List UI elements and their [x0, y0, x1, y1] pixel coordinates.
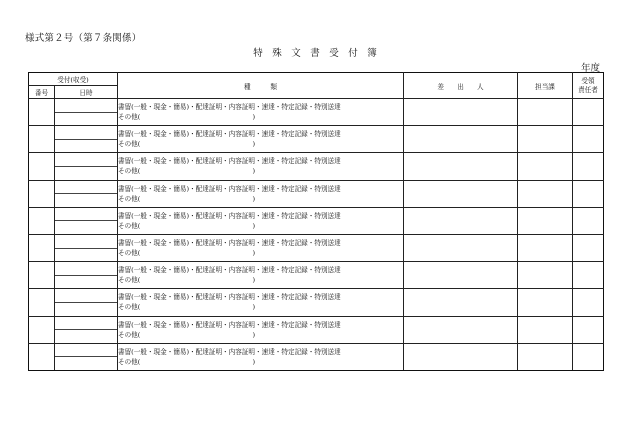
register-row [29, 234, 604, 261]
cell-department[interactable] [518, 316, 573, 343]
cell-kind[interactable] [118, 153, 404, 180]
cell-responsible[interactable] [573, 180, 604, 207]
cell-date[interactable] [55, 343, 118, 370]
date-line-top[interactable] [55, 208, 117, 222]
cell-kind[interactable] [118, 126, 404, 153]
cell-date[interactable] [55, 126, 118, 153]
header-responsible-line2: 責任者 [578, 85, 598, 94]
document-title: 特 殊 文 書 受 付 簿 [253, 48, 377, 59]
cell-department[interactable] [518, 289, 573, 316]
cell-number[interactable] [29, 343, 55, 370]
kind-other-line: その他( ) [118, 357, 256, 366]
register-row [29, 289, 604, 316]
kind-options-line: 書留(一般・現金・簡易)・配達証明・内容証明・速達・特定記録・特別送達 [118, 239, 341, 248]
date-split [55, 181, 117, 207]
cell-sender[interactable] [404, 126, 518, 153]
cell-sender[interactable] [404, 180, 518, 207]
cell-kind[interactable] [118, 207, 404, 234]
cell-department[interactable] [518, 126, 573, 153]
cell-kind[interactable] [118, 262, 404, 289]
cell-kind[interactable] [118, 234, 404, 261]
cell-sender[interactable] [404, 289, 518, 316]
kind-other-line: その他( ) [118, 303, 256, 312]
kind-other-line: その他( ) [118, 221, 256, 230]
date-line-bottom[interactable] [55, 167, 117, 180]
cell-kind[interactable] [118, 289, 404, 316]
cell-date[interactable] [55, 262, 118, 289]
cell-department[interactable] [518, 343, 573, 370]
cell-department[interactable] [518, 234, 573, 261]
date-line-bottom[interactable] [55, 249, 117, 262]
kind-other-line: その他( ) [118, 140, 256, 149]
header-receipt: 受付(収受) [29, 73, 118, 86]
date-line-bottom[interactable] [55, 221, 117, 234]
date-line-bottom[interactable] [55, 330, 117, 343]
cell-department[interactable] [518, 207, 573, 234]
kind-options-line: 書留(一般・現金・簡易)・配達証明・内容証明・速達・特定記録・特別送達 [118, 103, 341, 112]
register-row [29, 126, 604, 153]
date-split [55, 126, 117, 152]
cell-sender[interactable] [404, 153, 518, 180]
form-number: 様式第２号（第７条関係） [25, 33, 142, 44]
kind-other-line: その他( ) [118, 167, 256, 176]
cell-date[interactable] [55, 153, 118, 180]
date-line-top[interactable] [55, 317, 117, 331]
date-split [55, 344, 117, 370]
cell-number[interactable] [29, 289, 55, 316]
cell-date[interactable] [55, 289, 118, 316]
date-split [55, 208, 117, 234]
cell-sender[interactable] [404, 99, 518, 126]
header-sender: 差 出 人 [404, 73, 518, 99]
cell-responsible[interactable] [573, 262, 604, 289]
date-split [55, 262, 117, 288]
cell-number[interactable] [29, 234, 55, 261]
header-responsible [573, 73, 604, 99]
date-line-top[interactable] [55, 153, 117, 167]
cell-number[interactable] [29, 207, 55, 234]
header-row-1 [29, 73, 604, 86]
header-date: 日時 [55, 86, 118, 99]
register-row [29, 153, 604, 180]
kind-other-line: その他( ) [118, 330, 256, 339]
date-line-top[interactable] [55, 235, 117, 249]
kind-options-line: 書留(一般・現金・簡易)・配達証明・内容証明・速達・特定記録・特別送達 [118, 211, 341, 220]
cell-sender[interactable] [404, 207, 518, 234]
date-line-bottom[interactable] [55, 357, 117, 370]
date-split [55, 153, 117, 179]
cell-department[interactable] [518, 153, 573, 180]
cell-sender[interactable] [404, 316, 518, 343]
fiscal-year-label: 年度 [580, 63, 600, 74]
cell-kind[interactable] [118, 316, 404, 343]
kind-options-line: 書留(一般・現金・簡易)・配達証明・内容証明・速達・特定記録・特別送達 [118, 347, 341, 356]
cell-number[interactable] [29, 99, 55, 126]
cell-responsible[interactable] [573, 316, 604, 343]
date-line-top[interactable] [55, 344, 117, 358]
cell-number[interactable] [29, 153, 55, 180]
kind-other-line: その他( ) [118, 194, 256, 203]
cell-number[interactable] [29, 262, 55, 289]
register-row [29, 343, 604, 370]
date-split [55, 317, 117, 343]
cell-number[interactable] [29, 180, 55, 207]
register-row [29, 316, 604, 343]
date-line-bottom[interactable] [55, 276, 117, 289]
date-line-bottom[interactable] [55, 194, 117, 207]
header-department: 担当課 [518, 73, 573, 99]
cell-number[interactable] [29, 316, 55, 343]
cell-responsible[interactable] [573, 207, 604, 234]
cell-kind[interactable] [118, 343, 404, 370]
register-row [29, 99, 604, 126]
cell-date[interactable] [55, 316, 118, 343]
cell-department[interactable] [518, 180, 573, 207]
special-document-register-table [28, 72, 604, 371]
date-line-bottom[interactable] [55, 140, 117, 153]
kind-options-line: 書留(一般・現金・簡易)・配達証明・内容証明・速達・特定記録・特別送達 [118, 157, 341, 166]
cell-sender[interactable] [404, 234, 518, 261]
kind-other-line: その他( ) [118, 249, 256, 258]
register-row [29, 207, 604, 234]
kind-options-line: 書留(一般・現金・簡易)・配達証明・内容証明・速達・特定記録・特別送達 [118, 130, 341, 139]
cell-sender[interactable] [404, 343, 518, 370]
cell-responsible[interactable] [573, 153, 604, 180]
date-split [55, 99, 117, 125]
cell-date[interactable] [55, 99, 118, 126]
cell-responsible[interactable] [573, 289, 604, 316]
register-row [29, 262, 604, 289]
date-line-top[interactable] [55, 262, 117, 276]
cell-responsible[interactable] [573, 343, 604, 370]
date-line-bottom[interactable] [55, 303, 117, 316]
kind-other-line: その他( ) [118, 113, 256, 122]
kind-options-line: 書留(一般・現金・簡易)・配達証明・内容証明・速達・特定記録・特別送達 [118, 184, 341, 193]
register-row [29, 180, 604, 207]
header-responsible-line1: 受領 [581, 76, 595, 85]
cell-responsible[interactable] [573, 99, 604, 126]
cell-kind[interactable] [118, 180, 404, 207]
kind-options-line: 書留(一般・現金・簡易)・配達証明・内容証明・速達・特定記録・特別送達 [118, 266, 341, 275]
cell-department[interactable] [518, 99, 573, 126]
date-split [55, 289, 117, 315]
date-line-top[interactable] [55, 289, 117, 303]
date-line-bottom[interactable] [55, 113, 117, 126]
cell-date[interactable] [55, 180, 118, 207]
register-body [29, 99, 604, 371]
date-line-top[interactable] [55, 126, 117, 140]
kind-other-line: その他( ) [118, 276, 256, 285]
cell-sender[interactable] [404, 262, 518, 289]
kind-options-line: 書留(一般・現金・簡易)・配達証明・内容証明・速達・特定記録・特別送達 [118, 320, 341, 329]
kind-options-line: 書留(一般・現金・簡易)・配達証明・内容証明・速達・特定記録・特別送達 [118, 293, 341, 302]
header-number: 番号 [29, 86, 55, 99]
cell-number[interactable] [29, 126, 55, 153]
date-line-top[interactable] [55, 99, 117, 113]
cell-date[interactable] [55, 234, 118, 261]
cell-kind[interactable] [118, 99, 404, 126]
cell-responsible[interactable] [573, 126, 604, 153]
cell-responsible[interactable] [573, 234, 604, 261]
cell-department[interactable] [518, 262, 573, 289]
header-kind: 種 類 [118, 73, 404, 99]
date-split [55, 235, 117, 261]
date-line-top[interactable] [55, 181, 117, 195]
cell-date[interactable] [55, 207, 118, 234]
